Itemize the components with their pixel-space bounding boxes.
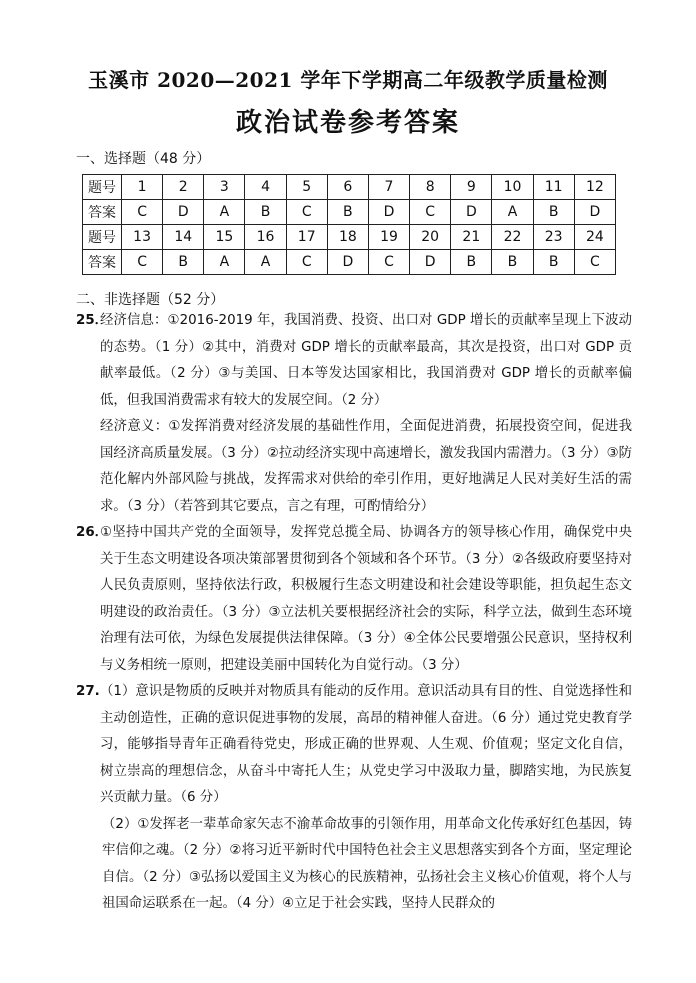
table-row xyxy=(83,175,616,200)
table-cell: 7 xyxy=(368,175,409,200)
table-cell: C xyxy=(286,200,327,225)
table-cell: A xyxy=(204,250,245,275)
table-cell: B xyxy=(163,250,204,275)
table-cell: A xyxy=(492,200,533,225)
paragraph: （2）①发挥老一辈革命家矢志不渝革命故事的引领作用，用革命文化传承好红色基因，铸牢信仰之魂。（2 分）②将习近平新时代中国特色社会主义思想落实到各个方面，坚定理论自信。（2 分）③弘扬以爱国主义为核心的民族精神，弘扬社会主义核心价值观，将个人与祖国命运联系在一起。（4 分）④立足于社会实践，坚持人民群众的 xyxy=(102,816,632,911)
table-cell: D xyxy=(327,250,368,275)
document-title: 玉溪市 2020—2021 学年下学期高二年级教学质量检测 xyxy=(88,68,608,92)
section1-heading: 一、选择题（48 分） xyxy=(76,151,211,167)
table-cell: 4 xyxy=(245,175,286,200)
section2-heading: 二、非选择题（52 分） xyxy=(76,292,225,308)
table-cell: A xyxy=(204,200,245,225)
question-number: 27. xyxy=(76,684,100,699)
table-cell: 3 xyxy=(204,175,245,200)
table-cell: 20 xyxy=(410,225,451,250)
table-cell: 24 xyxy=(574,225,615,250)
table-cell: 8 xyxy=(410,175,451,200)
table-cell: 16 xyxy=(245,225,286,250)
table-cell: B xyxy=(245,200,286,225)
table-cell: C xyxy=(286,250,327,275)
row-header-cell: 题号 xyxy=(83,225,122,250)
table-cell: A xyxy=(245,250,286,275)
table-cell: C xyxy=(368,250,409,275)
table-cell: 9 xyxy=(451,175,492,200)
table-cell: 6 xyxy=(327,175,368,200)
table-cell: C xyxy=(122,200,163,225)
table-cell: 5 xyxy=(286,175,327,200)
table-row xyxy=(83,250,616,275)
answer-table xyxy=(82,174,616,275)
table-cell: C xyxy=(122,250,163,275)
table-cell: 10 xyxy=(492,175,533,200)
answers-body xyxy=(76,308,632,918)
table-cell: D xyxy=(410,250,451,275)
table-cell: C xyxy=(410,200,451,225)
paragraph: ①坚持中国共产党的全面领导，发挥党总揽全局、协调各方的领导核心作用，确保党中央关于生态文明建设各项决策部署贯彻到各个领域和各个环节。（3 分）②各级政府要坚持对人民负责原则，坚持依法行政，积极履行生态文明建设和社会建设等职能，担负起生态文明建设的政治责任。（3 分）③立法机关要根据经济社会的实际，科学立法，做到生态环境治理有法可依，为绿色发展提供法律保障。（3 分）④全体公民要增强公民意识，坚持权利与义务相统一原则，把建设美丽中国转化为自觉行动。（3 分） xyxy=(100,525,632,673)
table-cell: 12 xyxy=(574,175,615,200)
paragraph: （1）意识是物质的反映并对物质具有能动的反作用。意识活动具有目的性、自觉选择性和主动创造性，正确的意识促进事物的发展，高昂的精神催人奋进。（6 分）通过党史教育学习，能够指导青年正确看待党史，形成正确的世界观、人生观、价值观；坚定文化自信，树立崇高的理想信念，从奋斗中寄托人生；从党史学习中汲取力量，脚踏实地，为民族复兴贡献力量。（6 分） xyxy=(100,684,632,805)
table-cell: D xyxy=(574,200,615,225)
table-cell: C xyxy=(574,250,615,275)
table-cell: 17 xyxy=(286,225,327,250)
question-25 xyxy=(76,308,632,520)
question-number: 26． xyxy=(76,525,109,540)
question-26 xyxy=(76,520,632,679)
table-cell: 1 xyxy=(122,175,163,200)
question-number: 25． xyxy=(76,313,109,328)
table-cell: B xyxy=(492,250,533,275)
table-cell: 21 xyxy=(451,225,492,250)
table-cell: 19 xyxy=(368,225,409,250)
paragraph: 经济意义：①发挥消费对经济发展的基础性作用，全面促进消费，拓展投资空间，促进我国经济高质量发展。（3 分）②拉动经济实现中高速增长，激发我国内需潜力。（3 分）③防范化解内外部风险与挑战，发挥需求对供给的牵引作用，更好地满足人民对美好生活的需求。（3 分）（若答到其它要点，言之有理，可酌情给分） xyxy=(100,419,632,514)
table-cell: D xyxy=(451,200,492,225)
table-cell: 23 xyxy=(533,225,574,250)
table-cell: D xyxy=(368,200,409,225)
document-subtitle: 政治试卷参考答案 xyxy=(235,108,460,138)
table-row xyxy=(83,200,616,225)
row-header-cell: 题号 xyxy=(83,175,122,200)
table-row xyxy=(83,225,616,250)
table-cell: 22 xyxy=(492,225,533,250)
table-cell: 14 xyxy=(163,225,204,250)
table-cell: B xyxy=(533,250,574,275)
table-cell: B xyxy=(327,200,368,225)
table-cell: 2 xyxy=(163,175,204,200)
paragraph: 经济信息：①2016-2019 年，我国消费、投资、出口对 GDP 增长的贡献率呈现上下波动的态势。（1 分）②其中，消费对 GDP 增长的贡献率最高，其次是投资，出口对 GDP 贡献率最低。（2 分）③与美国、日本等发达国家相比，我国消费对 GDP 增长的贡献率偏低，但我国消费需求有较大的发展空间。（2 分） xyxy=(100,313,632,408)
table-cell: B xyxy=(533,200,574,225)
row-header-cell: 答案 xyxy=(83,200,122,225)
table-cell: D xyxy=(163,200,204,225)
question-27 xyxy=(76,679,632,918)
table-cell: B xyxy=(451,250,492,275)
table-cell: 13 xyxy=(122,225,163,250)
table-cell: 15 xyxy=(204,225,245,250)
table-cell: 18 xyxy=(327,225,368,250)
row-header-cell: 答案 xyxy=(83,250,122,275)
table-cell: 11 xyxy=(533,175,574,200)
